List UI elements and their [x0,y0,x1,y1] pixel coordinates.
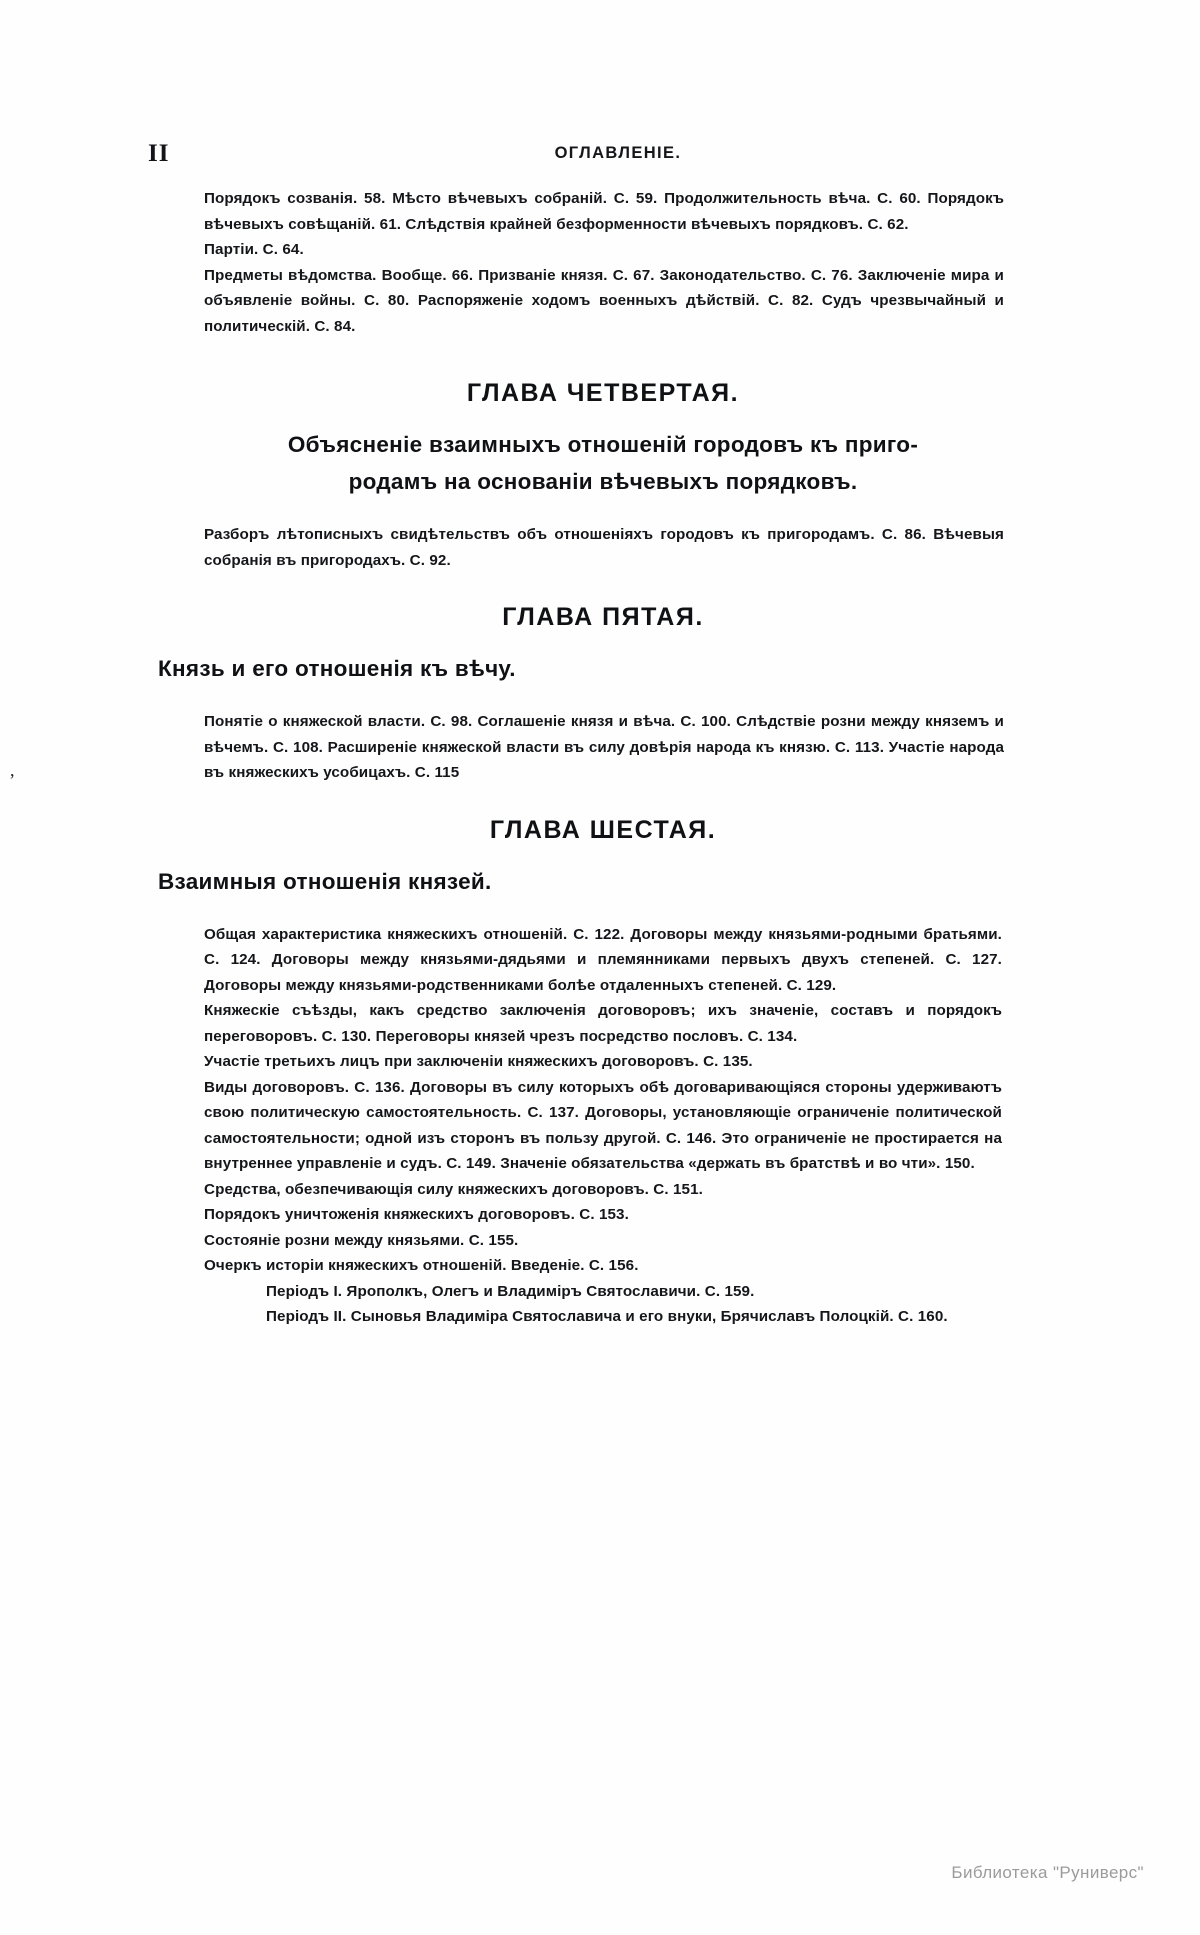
chapter-five-subtitle: Князь и его отношенія къ вѣчу. [158,656,516,681]
toc-entry-paragraph: Средства, обезпечивающія силу княжескихъ договоровъ. С. 151. [204,1180,703,1198]
chapter3-tail-block [204,186,1004,339]
toc-entry-paragraph: Общая характеристика княжескихъ отношеній. С. 122. Договоры между князьями-родными братьями. С. 124. Договоры между князьями-дядьями и племянниками первыхъ двухъ степеней. С. 127. Договоры между князьями-родственниками болѣе отдаленныхъ степеней. С. 129. [204,925,1002,994]
chapter-six-section [148,816,1058,1330]
running-head: ОГЛАВЛЕНІЕ. [554,144,682,162]
chapter-five-entries: Понятіе о княжеской власти. С. 98. Соглашеніе князя и вѣча. С. 100. Слѣдствіе розни между княземъ и вѣчемъ. С. 108. Расширеніе княжеской власти въ силу довѣрія народа къ князю. С. 113. Участіе народа въ княжескихъ усобицахъ. С. 115 [204,713,1004,781]
toc-content [148,140,1058,1330]
toc-entry-paragraph: Участіе третьихъ лицъ при заключеніи княжескихъ договоровъ. С. 135. [204,1053,753,1070]
toc-entry-paragraph: Состояніе розни между князьями. С. 155. [204,1231,519,1249]
toc-entry-paragraph: Періодъ I. Ярополкъ, Олегъ и Владиміръ Святославичи. С. 159. [266,1282,755,1300]
toc-entry-paragraph: Партіи. С. 64. [204,241,304,258]
toc-entry-paragraph: Порядокъ созванія. 58. Мѣсто вѣчевыхъ собраній. С. 59. Продолжительность вѣча. С. 60. Порядокъ вѣчевыхъ совѣщаній. 61. Слѣдствія крайней безформенности вѣчевыхъ порядковъ. С. 62. [204,190,1004,233]
chapter-four-section [148,379,1058,573]
toc-entry-paragraph: Очеркъ исторіи княжескихъ отношеній. Введеніе. С. 156. [204,1257,639,1274]
chapter-six-subtitle: Взаимныя отношенія князей. [158,868,492,894]
page-folio: II [148,140,170,167]
margin-comma-mark: , [10,760,15,780]
toc-entry-paragraph: Періодъ II. Сыновья Владиміра Святославича и его внуки, Брячиславъ Полоцкій. С. 160. [266,1308,948,1325]
chapter-six-title: ГЛАВА ШЕСТАЯ. [489,815,717,844]
chapter-four-subtitle-line1: Объясненіе взаимныхъ отношеній городовъ къ приго- [287,432,919,457]
page-header [148,140,1058,186]
toc-entry-paragraph: Княжескіе съѣзды, какъ средство заключенія договоровъ; ихъ значеніе, составъ и порядокъ переговоровъ. С. 130. Переговоры князей чрезъ посредство пословъ. С. 134. [204,1002,1002,1045]
toc-entry-paragraph: Предметы вѣдомства. Вообще. 66. Призваніе князя. С. 67. Законодательство. С. 76. Заключеніе мира и объявленіе войны. С. 80. Распоряженіе ходомъ военныхъ дѣйствій. С. 82. Судъ чрезвычайный и политическій. С. 84. [204,266,1004,335]
chapter-five-title: ГЛАВА ПЯТАЯ. [502,603,704,631]
chapter-four-subtitle-line2: родамъ на основаніи вѣчевыхъ порядковъ. [348,469,858,494]
library-watermark: Библиотека "Руниверс" [951,1863,1144,1882]
toc-entry-paragraph: Порядокъ уничтоженія княжескихъ договоровъ. С. 153. [204,1206,629,1223]
toc-entry-paragraph: Виды договоровъ. С. 136. Договоры въ силу которыхъ обѣ договаривающіяся стороны удерживаютъ свою политическую самостоятельность. С. 137. Договоры, установляющіе ограниченіе политической самостоятельности; одной изъ сторонъ въ пользу другой. С. 146. Это ограниченіе не простирается на внутреннее управленіе и судъ. С. 149. Значеніе обязательства «держать въ братствѣ и во чти». 150. [204,1078,1002,1172]
chapter-four-entries: Разборъ лѣтописныхъ свидѣтельствъ объ отношеніяхъ городовъ къ пригородамъ. С. 86. Вѣчевыя собранія въ пригородахъ. С. 92. [204,526,1004,569]
chapter-five-section [148,603,1058,786]
chapter-four-title: ГЛАВА ЧЕТВЕРТАЯ. [466,379,740,407]
